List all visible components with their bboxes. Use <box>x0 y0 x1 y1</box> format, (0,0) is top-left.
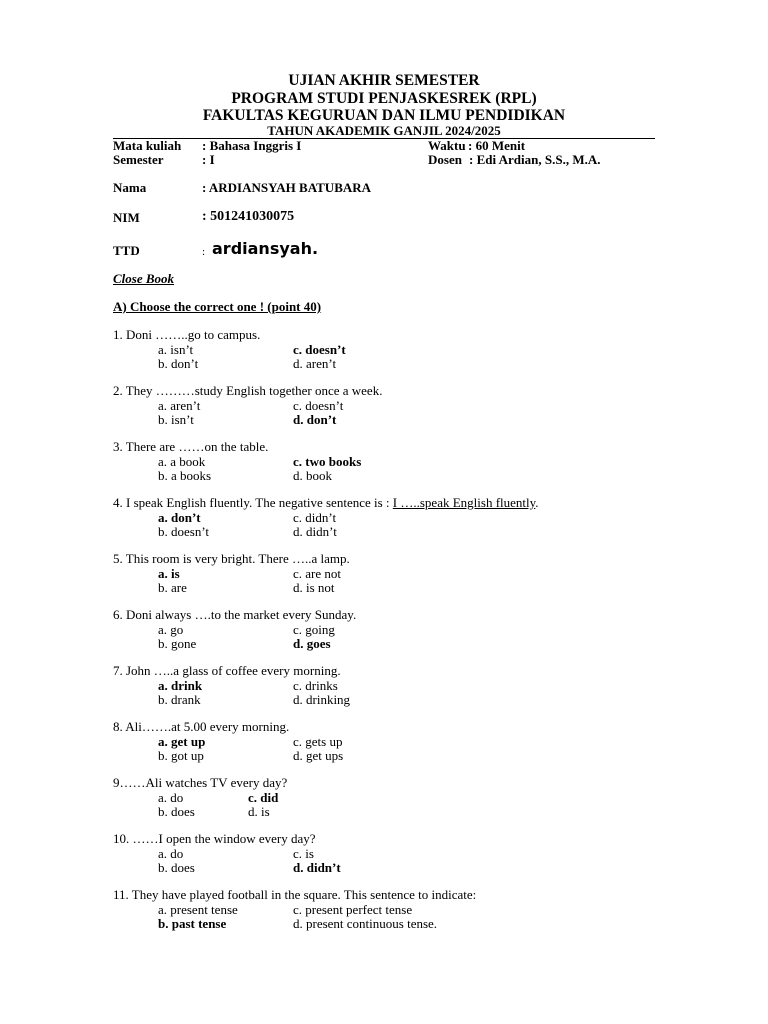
q5-option-c: c. are not <box>293 566 342 581</box>
q11-option-c: c. present perfect tense <box>293 902 413 917</box>
q4-option-c: c. didn’t <box>293 510 337 525</box>
q2-option-b: b. isn’t <box>158 412 194 427</box>
mata-kuliah-value: : Bahasa Inggris I <box>202 138 302 153</box>
q6-option-d: d. goes <box>293 636 331 651</box>
faculty-title: FAKULTAS KEGURUAN DAN ILMU PENDIDIKAN <box>202 107 566 124</box>
waktu-label: Waktu <box>428 138 466 153</box>
q9-option-a: a. do <box>158 790 184 805</box>
question-2: 2. They ………study English together once a week. <box>113 383 383 398</box>
q7-option-a: a. drink <box>158 678 203 693</box>
question-9: 9……Ali watches TV every day? <box>113 775 288 790</box>
semester-label: Semester <box>113 152 164 167</box>
exam-title: UJIAN AKHIR SEMESTER <box>288 72 480 89</box>
q7-option-c: c. drinks <box>293 678 338 693</box>
q6-option-a: a. go <box>158 622 184 637</box>
q9-option-c: c. did <box>248 790 279 805</box>
q1-option-a: a. isn’t <box>158 342 194 357</box>
nim-value: 501241030075 <box>210 209 295 224</box>
q3-option-d: d. book <box>293 468 332 483</box>
q1-option-c: c. doesn’t <box>293 342 346 357</box>
q5-option-d: d. is not <box>293 580 335 595</box>
nim-colon: : <box>202 209 211 224</box>
q8-option-a: a. get up <box>158 734 206 749</box>
question-5: 5. This room is very bright. There …..a lamp. <box>113 551 350 566</box>
q7-option-d: d. drinking <box>293 692 351 707</box>
semester-value: : I <box>202 152 215 167</box>
q2-option-d: d. don’t <box>293 412 337 427</box>
question-11: 11. They have played football in the square. This sentence to indicate: <box>113 887 477 902</box>
nama-label: Nama <box>113 180 147 195</box>
q2-option-c: c. doesn’t <box>293 398 344 413</box>
question-10: 10. ……I open the window every day? <box>113 831 316 846</box>
q6-option-c: c. going <box>293 622 335 637</box>
q4-option-b: b. doesn’t <box>158 524 210 539</box>
q7-option-b: b. drank <box>158 692 201 707</box>
question-3: 3. There are ……on the table. <box>113 439 269 454</box>
dosen-value: : Edi Ardian, S.S., M.A. <box>469 152 601 167</box>
q4-option-d: d. didn’t <box>293 524 337 539</box>
question-4 <box>113 496 539 510</box>
q3-option-c: c. two books <box>293 454 362 469</box>
close-book-note: Close Book <box>113 271 175 286</box>
section-a-heading: A) Choose the correct one ! (point 40) <box>113 299 322 314</box>
q11-option-a: a. present tense <box>158 902 238 917</box>
q9-option-d: d. is <box>248 804 270 819</box>
q1-option-d: d. aren’t <box>293 356 337 371</box>
q5-option-b: b. are <box>158 580 187 595</box>
academic-year: TAHUN AKADEMIK GANJIL 2024/2025 <box>267 123 501 138</box>
q4-suffix: . <box>535 495 539 510</box>
question-1: 1. Doni ……..go to campus. <box>113 327 261 342</box>
mata-kuliah-label: Mata kuliah <box>113 138 182 153</box>
q10-option-c: c. is <box>293 846 314 861</box>
nama-value: : ARDIANSYAH BATUBARA <box>202 180 372 195</box>
q3-option-b: b. a books <box>158 468 212 483</box>
nim-field <box>202 210 294 224</box>
q11-option-d: d. present continuous tense. <box>293 916 438 931</box>
q10-option-a: a. do <box>158 846 184 861</box>
q1-option-b: b. don’t <box>158 356 199 371</box>
dosen-label: Dosen <box>428 152 462 167</box>
q8-option-b: b. got up <box>158 748 204 763</box>
q2-option-a: a. aren’t <box>158 398 201 413</box>
nim-label: NIM <box>113 210 140 225</box>
program-title: PROGRAM STUDI PENJASKESREK (RPL) <box>231 90 537 107</box>
q5-option-a: a. is <box>158 566 180 581</box>
ttd-colon: : <box>202 246 206 258</box>
question-8: 8. Ali…….at 5.00 every morning. <box>113 719 290 734</box>
q10-option-d: d. didn’t <box>293 860 341 875</box>
ttd-label: TTD <box>113 243 140 258</box>
q10-option-b: b. does <box>158 860 195 875</box>
signature: ardiansyah. <box>212 239 319 258</box>
waktu-value: : 60 Menit <box>468 138 526 153</box>
header-divider <box>113 138 655 139</box>
q4-option-a: a. don’t <box>158 510 201 525</box>
q6-option-b: b. gone <box>158 636 197 651</box>
q8-option-d: d. get ups <box>293 748 344 763</box>
q3-option-a: a. a book <box>158 454 206 469</box>
q4-prefix: 4. I speak English fluently. The negative sentence is : <box>113 495 393 510</box>
q4-underlined: I …..speak English fluently <box>392 495 536 510</box>
q9-option-b: b. does <box>158 804 195 819</box>
question-6: 6. Doni always ….to the market every Sunday. <box>113 607 357 622</box>
q11-option-b: b. past tense <box>158 916 227 931</box>
question-7: 7. John …..a glass of coffee every morning. <box>113 663 341 678</box>
q8-option-c: c. gets up <box>293 734 343 749</box>
